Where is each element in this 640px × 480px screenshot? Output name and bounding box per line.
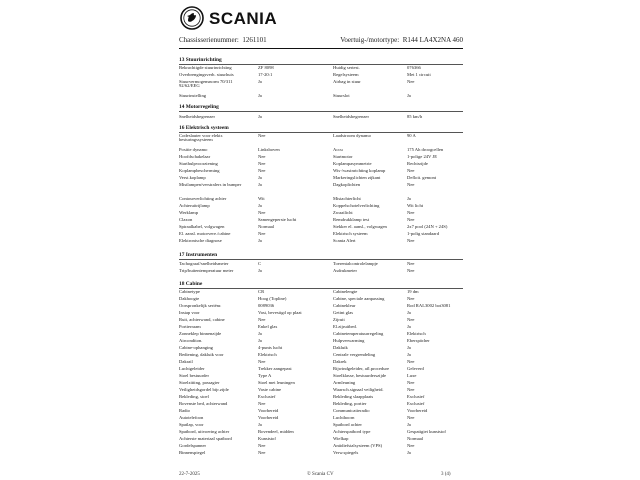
table-row: Mistlampen/verstralers in bumper Ja Dagkoplichten Nee [179, 182, 415, 187]
table-row: Werklamp Nee Zwaailicht Nee [179, 210, 415, 215]
table-row: Koplampbescherming Nee Wis-/wasinrichting koplamp Nee [179, 168, 415, 173]
table-row: Bovenste bed, achterwand Nee Bekleding, portier Exclusief [179, 401, 425, 406]
table-row: Snelheidsbegrenzer Ja Snelheidsbegrenzer 85 km/h [179, 114, 423, 119]
section-divider [179, 111, 463, 112]
section-16-title: 16 Elektrisch systeem [179, 125, 229, 131]
table-row: Positie dynamo Linksboven Accu 175 Ah droogcellen [179, 147, 444, 152]
table-row: Overbrengingsverh. stuurhuis 17-20:1 Regelsysteem Met 1 circuit [179, 72, 431, 77]
table-row: Dakhoogte Hoog (Topline) Cabine, speciale aanpassing Nee [179, 296, 415, 301]
table-row: Elektronische diagnose Ja Scania Alert Nee [179, 238, 415, 243]
table-row: Oorspronkelijk seriënr. 0089036 Cabinekleur Rod RAL3002 bot3081 [179, 303, 451, 308]
table-row: Hoofdschakelaar Nee Startmotor 1-polige 24V JE [179, 154, 438, 159]
table-row: Claxon Samengeperste lucht Remdrukklamp test Nee [179, 217, 415, 222]
table-row: Zonneklep binnenzijde Ja Cabinetemperatuurregeling Elektrisch [179, 331, 426, 336]
table-row: Starthulpvoorziening Nee Koplampasymmetrie Rechtsrijde [179, 161, 428, 166]
document-page [176, 0, 466, 480]
section-13-title: 13 Stuurinrichting [179, 57, 222, 63]
table-row: Tachograaf/snelheidsmeter C Toerentalcontrolelampje Nee [179, 261, 415, 266]
scania-logo [176, 6, 466, 32]
table-row: Achterste materiaal spatbord Kunststof Wielkap Normaal [179, 436, 424, 441]
section-17-title: 17 Instrumenten [179, 252, 218, 258]
brand-wordmark: SCANIA [209, 9, 278, 28]
table-row: Portierraam Enkel glas El.zijruitbed. Ja [179, 324, 411, 329]
footer-copyright: © Scania CV [307, 472, 334, 477]
vehicle-type: Voertuig-/motortype: R144 LA4X2NA 460 [340, 36, 463, 44]
table-row: Stoel bestuurder Type A Stoelklasse, bestuurderszijde Luxe [179, 373, 417, 378]
table-row: Bekleding, stoel Exclusief Bekleding slaapplaats Exclusief [179, 394, 425, 399]
table-row: Cabine-ophanging 4-punts lucht Dakluik Ja [179, 345, 411, 350]
table-row: Instap voor Vast, bevestigd op plaat Getint glas Ja [179, 310, 411, 315]
table-row: Airconditon. Ja Hulpverwarming Eberspächer [179, 338, 430, 343]
table-row: Stoelzitting, passagier Stoel met leuningen Armleuning Nee [179, 380, 415, 385]
table-row: Bediening, dakluik voor Elektrisch Centrale vergrendeling Ja [179, 352, 411, 357]
table-row: Spiraalkabel, volgwagen Normaal Stekker el. aansl., volgwagen 2x7 pool (24N + 24S) [179, 224, 448, 229]
table-row: Dakrail Nee Dakrek Nee [179, 359, 415, 364]
scania-griffin-icon [180, 6, 204, 30]
table-row: Luchtgeleider Trekker aangepast Rijwindgeleider, afl.procedure Geleverd [179, 366, 424, 371]
table-row: Gordelspanner Nee Antidiefstalsysteem (VPS) Nee [179, 443, 415, 448]
table-row: Bekrachtigde stuurinrichting ZF 8098 Huidig seriest. 076366 [179, 65, 421, 70]
table-row: Ruit, achterwand, cabine Nee Zijruit Nee [179, 317, 415, 322]
chassis-number: Chassisserienummer: 1261101 [179, 36, 267, 44]
footer-page-number: 3 (4) [441, 472, 451, 477]
header-divider [179, 48, 463, 49]
table-row: Stuurinstelling Ja Stuurslot Ja [179, 93, 411, 98]
table-row: El. aansl. motorvere./cabine Nee Elektrisch systeem 1-polig standaard [179, 231, 440, 236]
table-row: Radio Voorbereid Communicatieradio Voorbereid [179, 408, 428, 413]
table-row: Binnenspiegel Nee Verw.spiegels Ja [179, 450, 411, 455]
table-row: Cabinetype CR Cabinelengte 19 dm [179, 289, 419, 294]
footer-date: 22-7-2025 [179, 472, 200, 477]
section-divider [179, 259, 463, 260]
section-14-title: 14 Motorregeling [179, 104, 219, 110]
table-row: Achteruitrijlamp Ja Koppelschotelverlichting Wit licht [179, 203, 424, 208]
section-18-title: 18 Cabine [179, 281, 203, 287]
table-row: Contourverlichting achter Wit Mistachterlicht Ja [179, 196, 411, 201]
table-row: Verst.koplamp Ja Markeringslichten zijkant Defloit. gemont [179, 175, 437, 180]
section-divider [179, 288, 463, 289]
table-row: Trip/buitentemperatuur meter Ja Asdrukmeter Nee [179, 268, 415, 273]
table-row: Stuurvermogensnorm 70/311 92/62/EEG Ja Airbag in stuur Nee [179, 79, 415, 89]
table-row: Spatbord, uitvoering achter Bovendeel, midden Achterspatbord type Gespatigiet kunststof [179, 429, 446, 434]
table-row: Spatlap, voor Ja Spatbord achter Ja [179, 422, 411, 427]
table-row: Veiligheidsgordel bijr.zijde Vaste cabine Waarsch.signaal veiligheid. Nee [179, 387, 415, 392]
table-row: Codeslauter voor elektr. besturingssysteem Nee Laadstroom dynamo 90 A [179, 133, 416, 143]
table-row: Autotelefoon Voorbereid Luchthoorn Nee [179, 415, 415, 420]
